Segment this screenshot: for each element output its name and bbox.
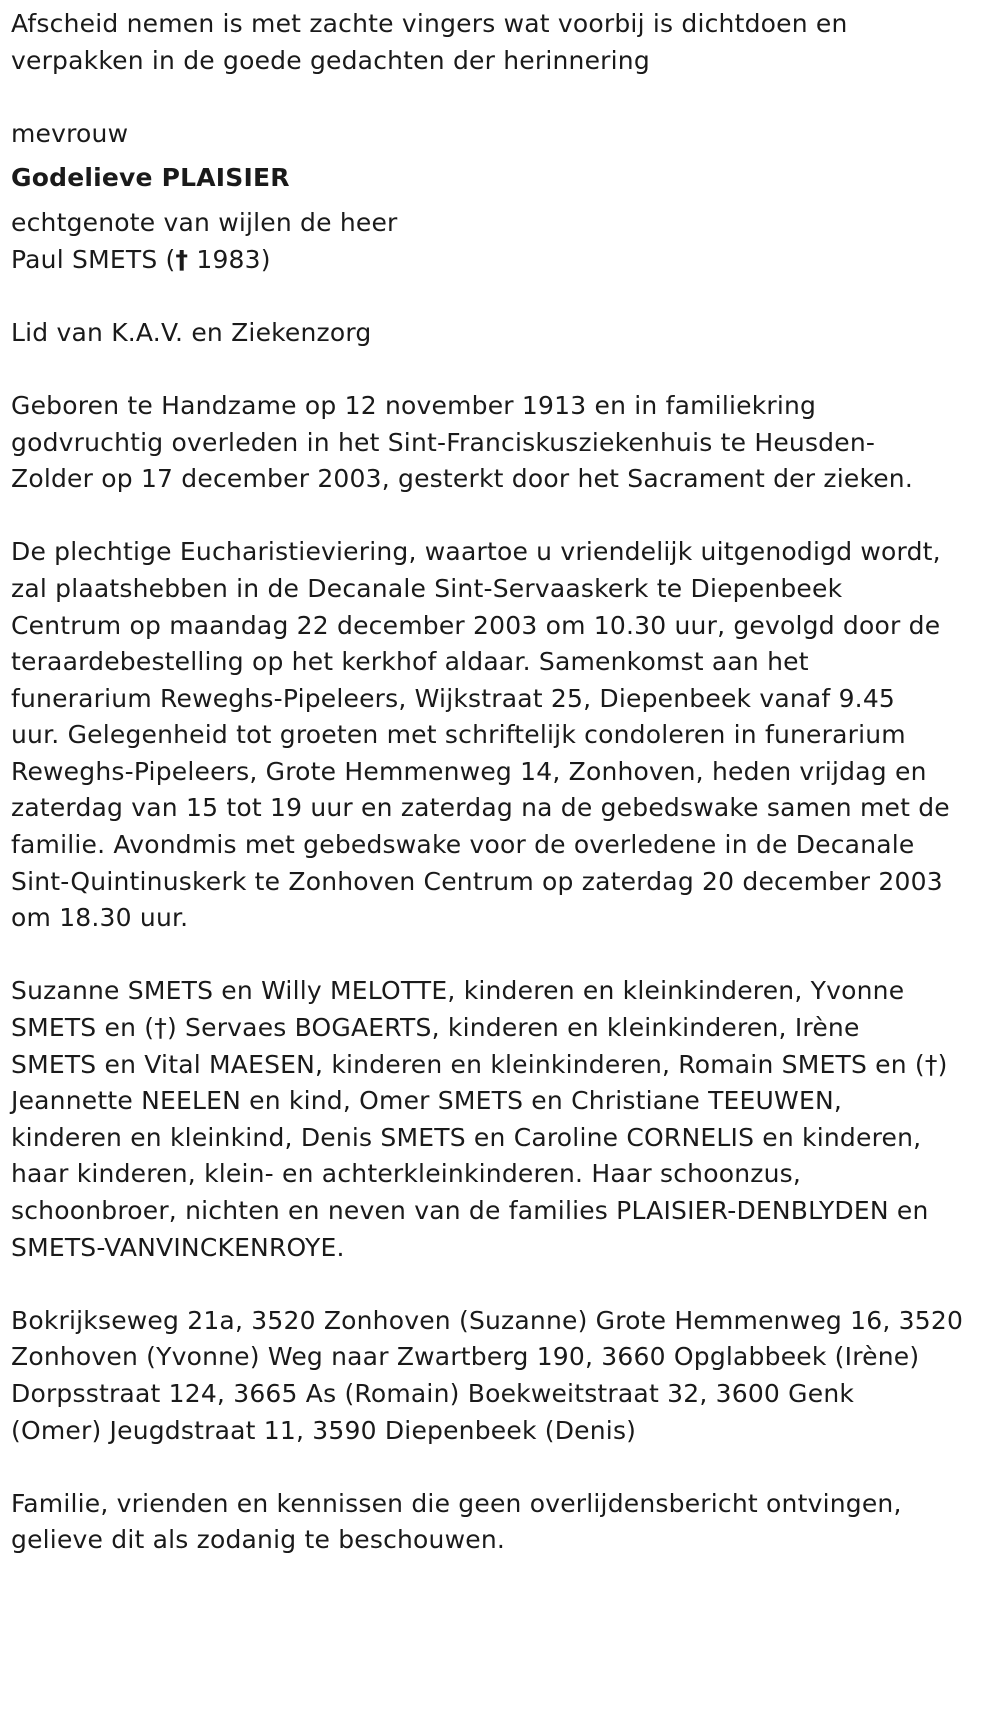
spacer — [11, 278, 991, 315]
ceremony-line: De plechtige Eucharistieviering, waartoe u vriendelijk uitgenodigd wordt, — [11, 537, 941, 567]
address-line: Zonhoven (Yvonne) Weg naar Zwartberg 190, 3660 Opglabbeek (Irène) — [11, 1342, 920, 1372]
birth-death-paragraph — [11, 388, 991, 498]
ceremony-line: Reweghs-Pipeleers, Grote Hemmenweg 14, Zonhoven, heden vrijdag en — [11, 756, 927, 786]
obituary-notice — [11, 6, 991, 1559]
birth-death-line: Geboren te Handzame op 12 november 1913 en in familiekring — [11, 390, 817, 420]
closing-line: Familie, vrienden en kennissen die geen overlijdensbericht ontvingen, — [11, 1488, 902, 1518]
spacer — [11, 79, 991, 116]
spouse-death-year: 1983) — [188, 244, 271, 274]
family-paragraph — [11, 973, 991, 1266]
spacer — [11, 1266, 991, 1303]
membership — [11, 315, 991, 352]
ceremony-line: Centrum op maandag 22 december 2003 om 10.30 uur, gevolgd door de — [11, 610, 941, 640]
ceremony-line: teraardebestelling op het kerkhof aldaar. Samenkomst aan het — [11, 647, 809, 677]
spacer — [11, 937, 991, 974]
spouse-relation: echtgenote van wijlen de heer — [11, 207, 398, 237]
address-line: Dorpsstraat 124, 3665 As (Romain) Boekweitstraat 32, 3600 Genk — [11, 1378, 855, 1408]
address-line: Bokrijkseweg 21a, 3520 Zonhoven (Suzanne) Grote Hemmenweg 16, 3520 — [11, 1305, 964, 1335]
ceremony-line: zal plaatshebben in de Decanale Sint-Servaaskerk te Diepenbeek — [11, 573, 843, 603]
deceased-info — [11, 116, 991, 278]
birth-death-line: godvruchtig overleden in het Sint-Franciskusziekenhuis te Heusden- — [11, 427, 876, 457]
closing-paragraph — [11, 1486, 991, 1559]
spouse-name-line — [11, 242, 991, 279]
ceremony-line: funerarium Reweghs-Pipeleers, Wijkstraat 25, Diepenbeek vanaf 9.45 — [11, 683, 896, 713]
addresses-paragraph — [11, 1303, 991, 1449]
ceremony-paragraph — [11, 534, 991, 937]
intro-line: verpakken in de goede gedachten der herinnering — [11, 45, 650, 75]
intro-line: Afscheid nemen is met zachte vingers wat voorbij is dichtdoen en — [11, 9, 848, 38]
family-line: SMETS en Vital MAESEN, kinderen en kleinkinderen, Romain SMETS en (†) — [11, 1049, 948, 1079]
intro-quote — [11, 6, 991, 79]
birth-death-line: Zolder op 17 december 2003, gesterkt door het Sacrament der zieken. — [11, 464, 913, 494]
family-line: schoonbroer, nichten en neven van de families PLAISIER-DENBLYDEN en — [11, 1196, 929, 1225]
cross-icon: † — [175, 244, 189, 274]
spacer — [11, 351, 991, 388]
family-line: haar kinderen, klein- en achterkleinkinderen. Haar schoonzus, — [11, 1159, 801, 1189]
deceased-name: Godelieve PLAISIER — [11, 163, 290, 193]
spacer — [11, 1449, 991, 1486]
deceased-title: mevrouw — [11, 118, 129, 148]
ceremony-line: familie. Avondmis met gebedswake voor de overledene in de Decanale — [11, 830, 915, 860]
family-line: kinderen en kleinkind, Denis SMETS en Caroline CORNELIS en kinderen, — [11, 1122, 922, 1152]
ceremony-line: zaterdag van 15 tot 19 uur en zaterdag na de gebedswake samen met de — [11, 793, 950, 823]
ceremony-line: uur. Gelegenheid tot groeten met schriftelijk condoleren in funerarium — [11, 720, 906, 750]
family-line: SMETS-VANVINCKENROYE. — [11, 1232, 345, 1262]
ceremony-line: Sint-Quintinuskerk te Zonhoven Centrum op zaterdag 20 december 2003 — [11, 866, 943, 896]
family-line: SMETS en (†) Servaes BOGAERTS, kinderen en kleinkinderen, Irène — [11, 1013, 860, 1043]
family-line: Suzanne SMETS en Willy MELOTTE, kinderen en kleinkinderen, Yvonne — [11, 976, 905, 1006]
ceremony-line: om 18.30 uur. — [11, 903, 189, 933]
family-line: Jeannette NEELEN en kind, Omer SMETS en Christiane TEEUWEN, — [11, 1086, 842, 1116]
spacer — [11, 498, 991, 535]
address-line: (Omer) Jeugdstraat 11, 3590 Diepenbeek (Denis) — [11, 1415, 637, 1445]
membership-line: Lid van K.A.V. en Ziekenzorg — [11, 317, 372, 347]
closing-line: gelieve dit als zodanig te beschouwen. — [11, 1525, 506, 1555]
spouse-name: Paul SMETS ( — [11, 244, 176, 274]
